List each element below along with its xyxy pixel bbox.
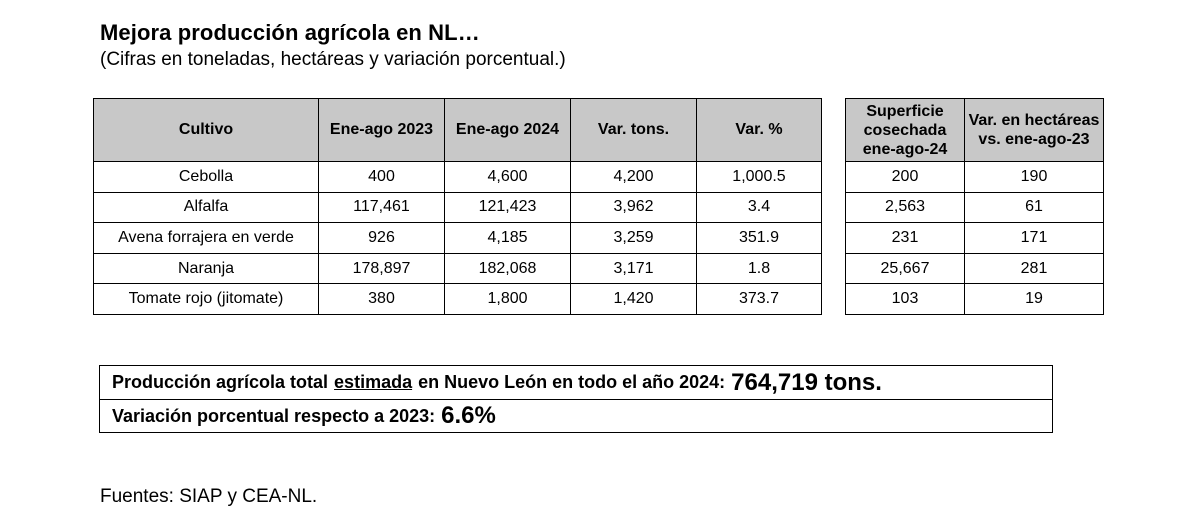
cell-2024: 4,600 bbox=[445, 162, 571, 193]
cell-superficie: 2,563 bbox=[846, 192, 965, 223]
header-var-pct: Var. % bbox=[697, 99, 822, 162]
cell-var-pct: 351.9 bbox=[697, 223, 822, 254]
cell-superficie: 25,667 bbox=[846, 253, 965, 284]
cell-var-tons: 3,259 bbox=[571, 223, 697, 254]
cell-2023: 926 bbox=[319, 223, 445, 254]
cell-var-tons: 3,171 bbox=[571, 253, 697, 284]
header-ene-ago-2023: Ene-ago 2023 bbox=[319, 99, 445, 162]
header-cultivo: Cultivo bbox=[94, 99, 319, 162]
table-row bbox=[94, 223, 822, 254]
sources-note: Fuentes: SIAP y CEA-NL. bbox=[100, 486, 318, 507]
production-table-header bbox=[94, 99, 822, 162]
cell-var-hectareas: 190 bbox=[965, 162, 1104, 193]
cell-var-hectareas: 19 bbox=[965, 284, 1104, 315]
cell-2023: 117,461 bbox=[319, 192, 445, 223]
table-row bbox=[846, 192, 1104, 223]
total-production-label: Producción agrícola total bbox=[112, 372, 329, 392]
cell-var-tons: 3,962 bbox=[571, 192, 697, 223]
cell-var-pct: 3.4 bbox=[697, 192, 822, 223]
total-production-value: 764,719 tons. bbox=[731, 368, 882, 396]
cell-var-pct: 373.7 bbox=[697, 284, 822, 315]
cell-var-tons: 4,200 bbox=[571, 162, 697, 193]
cell-2024: 182,068 bbox=[445, 253, 571, 284]
cell-var-pct: 1.8 bbox=[697, 253, 822, 284]
table-row bbox=[846, 162, 1104, 193]
cell-superficie: 200 bbox=[846, 162, 965, 193]
table-row bbox=[846, 223, 1104, 254]
table-row bbox=[94, 253, 822, 284]
table-row bbox=[846, 253, 1104, 284]
cell-cultivo: Cebolla bbox=[94, 162, 319, 193]
cell-cultivo: Alfalfa bbox=[94, 192, 319, 223]
cell-cultivo: Tomate rojo (jitomate) bbox=[94, 284, 319, 315]
cell-var-hectareas: 171 bbox=[965, 223, 1104, 254]
header-ene-ago-2024: Ene-ago 2024 bbox=[445, 99, 571, 162]
cell-2024: 1,800 bbox=[445, 284, 571, 315]
header-superficie: Superficie cosechada ene-ago-24 bbox=[846, 99, 965, 162]
table-row bbox=[94, 162, 822, 193]
cell-2023: 380 bbox=[319, 284, 445, 315]
cell-var-tons: 1,420 bbox=[571, 284, 697, 315]
production-table bbox=[93, 98, 822, 315]
cell-superficie: 103 bbox=[846, 284, 965, 315]
table-row bbox=[94, 284, 822, 315]
total-production-row bbox=[100, 366, 1052, 399]
percent-variation-row bbox=[100, 399, 1052, 432]
table-row bbox=[846, 284, 1104, 315]
cell-var-hectareas: 61 bbox=[965, 192, 1104, 223]
cell-cultivo: Avena forrajera en verde bbox=[94, 223, 319, 254]
page-subtitle: (Cifras en toneladas, hectáreas y variación porcentual.) bbox=[100, 49, 566, 70]
page-title: Mejora producción agrícola en NL… bbox=[100, 20, 480, 45]
table-row bbox=[94, 192, 822, 223]
cell-var-hectareas: 281 bbox=[965, 253, 1104, 284]
cell-cultivo: Naranja bbox=[94, 253, 319, 284]
header-var-hectareas: Var. en hectáreas vs. ene-ago-23 bbox=[965, 99, 1104, 162]
percent-variation-value: 6.6% bbox=[441, 402, 496, 429]
header-var-tons: Var. tons. bbox=[571, 99, 697, 162]
cell-2023: 178,897 bbox=[319, 253, 445, 284]
cell-2024: 4,185 bbox=[445, 223, 571, 254]
cell-2024: 121,423 bbox=[445, 192, 571, 223]
cell-superficie: 231 bbox=[846, 223, 965, 254]
summary-box bbox=[99, 365, 1053, 433]
surface-table bbox=[845, 98, 1104, 315]
total-production-suffix: en Nuevo León en todo el año 2024: bbox=[418, 372, 726, 392]
estimated-label: estimada bbox=[334, 372, 413, 392]
cell-var-pct: 1,000.5 bbox=[697, 162, 822, 193]
percent-variation-label: Variación porcentual respecto a 2023: bbox=[112, 405, 436, 426]
surface-table-header bbox=[846, 99, 1104, 162]
cell-2023: 400 bbox=[319, 162, 445, 193]
